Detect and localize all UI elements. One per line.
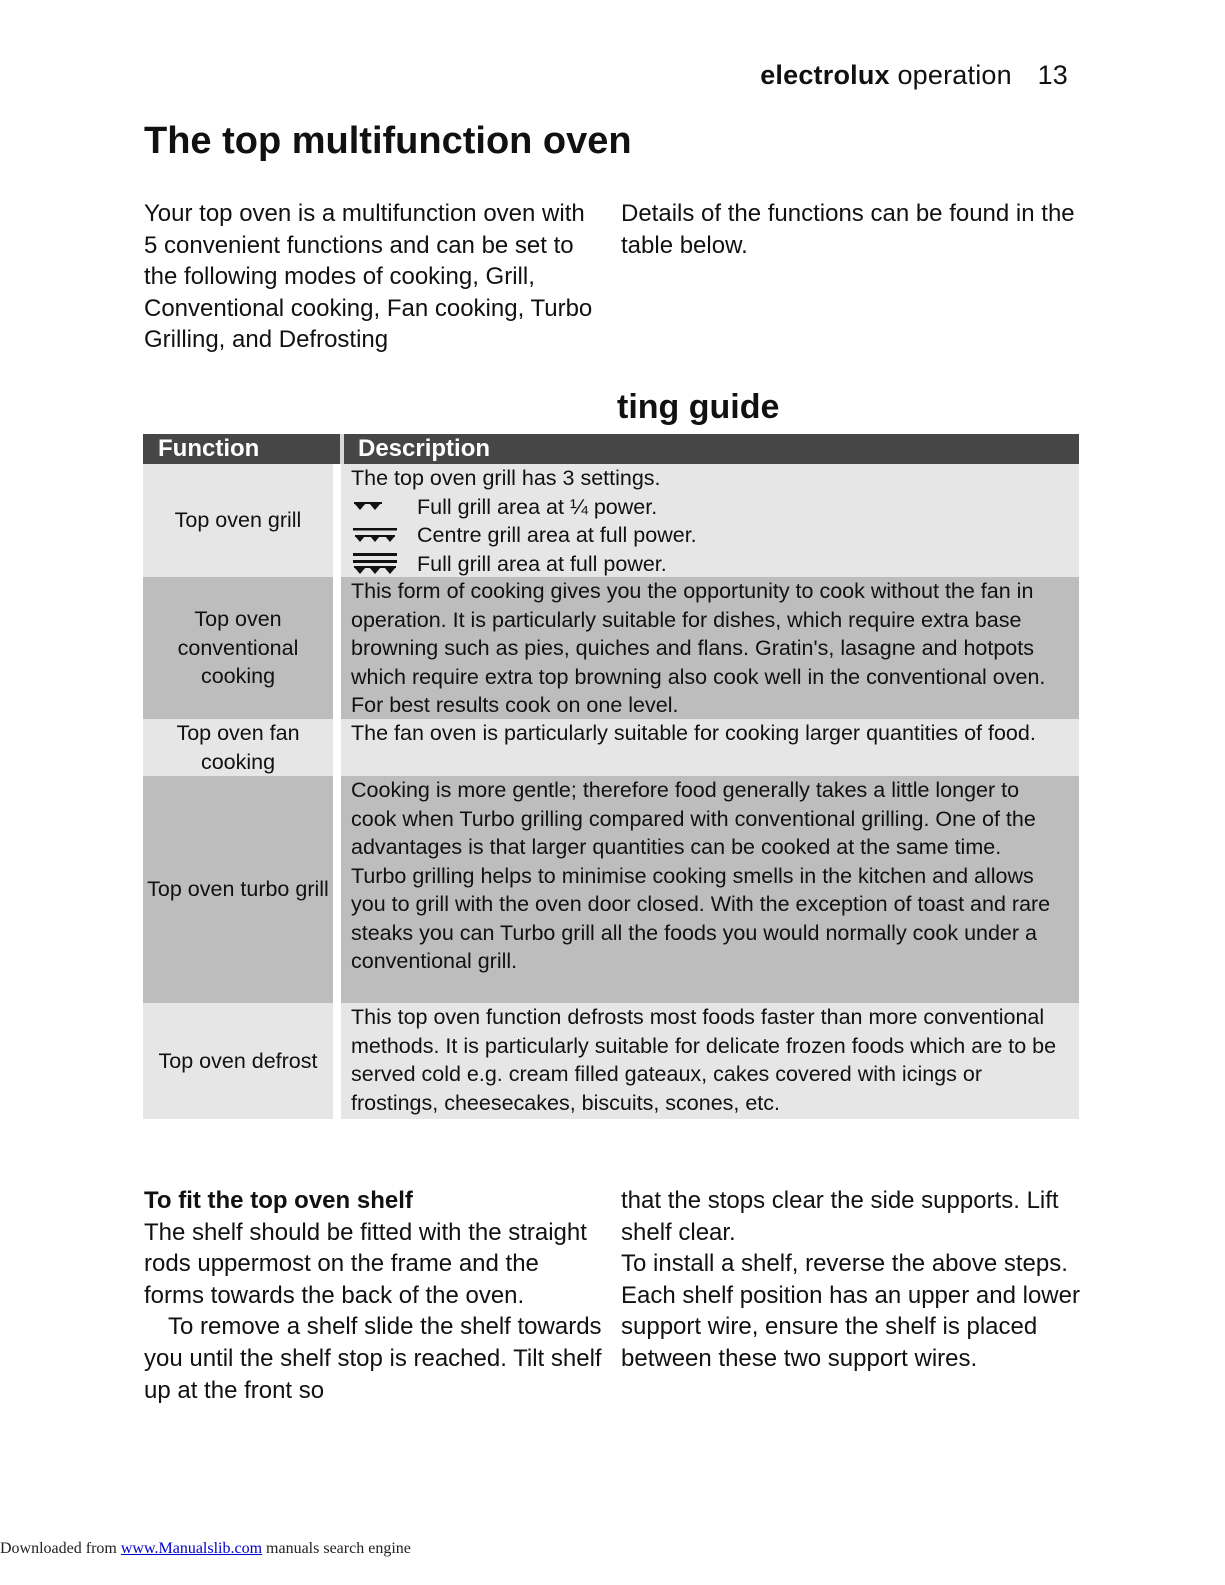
description-cell: This form of cooking gives you the opportunity to cook without the fan in operation. It is particularly suitable for dishes, which require extra base browning such as pies, quiches and flans. Gratin's, lasagne and hotpots which require extra top browning also cook well in the conventional oven. For best results cook on one level. [341, 577, 1079, 719]
cell-gap [333, 464, 341, 577]
table-row-grill [143, 464, 1079, 577]
intro-paragraph-continued: Details of the functions can be found in the table below. [621, 200, 1075, 259]
section-name: operation [897, 60, 1012, 90]
grill-setting-label: Full grill area at full power. [417, 551, 667, 576]
turbo-paragraph: Cooking is more gentle; therefore food generally takes a little longer to cook when Turbo grilling compared with conventional grilling. One of the advantages is that larger quantities can be cooked at the same time. [351, 778, 1036, 859]
footer-suffix: manuals search engine [262, 1540, 411, 1557]
description-cell [341, 776, 1079, 1003]
function-cell: Top oven grill [143, 464, 333, 577]
brand-name: electrolux [760, 60, 890, 90]
description-cell: The fan oven is particularly suitable for cooking larger quantities of food. [341, 719, 1079, 776]
grill-setting-label: Full grill area at ¼ power. [417, 494, 658, 519]
shelf-paragraph: To install a shelf, reverse the above steps. Each shelf position has an upper and lower support wire, ensure the shelf is placed between these two support wires. [621, 1250, 1080, 1372]
centre-grill-full-power-icon [351, 522, 399, 548]
cell-gap [333, 1003, 341, 1119]
grill-setting-row [351, 521, 1067, 550]
table-heading: ting guide [617, 388, 780, 426]
footer-prefix: Downloaded from [0, 1540, 121, 1557]
intro-paragraph: Your top oven is a multifunction oven with 5 convenient functions and can be set to the following modes of cooking, Grill, Conventional cooking, Fan cooking, Turbo Grilling, and Defrosting [144, 200, 593, 354]
cell-gap [333, 577, 341, 719]
grill-setting-label: Centre grill area at full power. [417, 523, 697, 547]
cooking-guide-table [143, 434, 1079, 1119]
function-column-header: Function [158, 435, 260, 462]
grill-quarter-power-icon [351, 494, 399, 520]
shelf-heading: To fit the top oven shelf [144, 1187, 413, 1214]
function-cell: Top oven fan cooking [143, 719, 333, 776]
shelf-paragraph: that the stops clear the side supports. Lift shelf clear. [621, 1187, 1059, 1246]
manualslib-link[interactable]: www.Manualslib.com [120, 1540, 263, 1557]
function-cell: Top oven turbo grill [143, 776, 333, 1003]
turbo-paragraph: Turbo grilling helps to minimise cooking smells in the kitchen and allows you to grill with the oven door closed. With the exception of toast and rare steaks you can Turbo grill all the foods you would normally cook under a conventional grill. [351, 863, 1051, 973]
page-title: The top multifunction oven [144, 120, 632, 162]
cell-gap [333, 776, 341, 1003]
description-cell [341, 464, 1079, 577]
description-cell: This top oven function defrosts most foods faster than more conventional methods. It is particularly suitable for delicate frozen foods which are to be served cold e.g. cream filled gateaux, cakes covered with icings or frostings, cheesecakes, biscuits, scones, etc. [341, 1003, 1079, 1119]
full-grill-full-power-icon [351, 551, 399, 577]
table-row-fan [143, 719, 1079, 776]
shelf-paragraph: To remove a shelf slide the shelf towards you until the shelf stop is reached. Tilt shelf up at the front so [144, 1313, 602, 1404]
table-row-conventional [143, 577, 1079, 719]
function-cell: Top oven conventional cooking [143, 577, 333, 719]
grill-setting-row [351, 550, 1067, 579]
grill-setting-row [351, 493, 1067, 522]
download-footer [0, 1540, 411, 1558]
table-row-defrost [143, 1003, 1079, 1119]
shelf-instructions-continued [621, 1185, 1081, 1375]
shelf-paragraph: The shelf should be fitted with the straight rods uppermost on the frame and the forms towards the back of the oven. [144, 1218, 587, 1309]
page-number: 13 [1037, 60, 1068, 90]
table-row-turbo [143, 776, 1079, 1003]
function-cell: Top oven defrost [143, 1003, 333, 1119]
shelf-instructions [144, 1185, 604, 1406]
page-header [760, 60, 1068, 91]
cell-gap [333, 719, 341, 776]
description-column-header: Description [358, 435, 491, 462]
table-header-row [143, 434, 1079, 464]
grill-intro: The top oven grill has 3 settings. [351, 466, 661, 490]
